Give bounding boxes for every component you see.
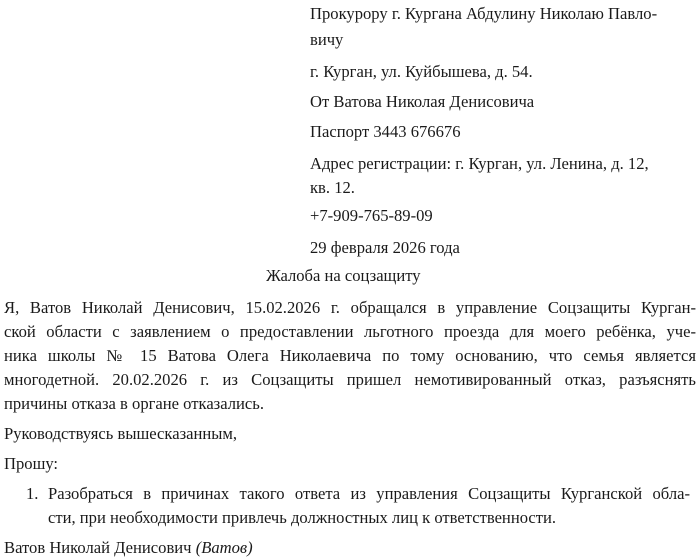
paragraph-line: многодетной. 20.02.2026 г. из Соцзащиты пришел немотивированный отказ, разъяснять [4,370,696,389]
list-item-number: 1. [26,484,39,503]
addressee-address: г. Курган, ул. Куйбышева, д. 54. [310,62,533,81]
paragraph-line: причины отказа в органе отказались. [4,394,264,413]
signature-sign: (Ватов) [195,538,253,557]
phone-number: +7-909-765-89-09 [310,206,433,225]
paragraph-line: ника школы № 15 Ватова Олега Николаевича по тому основанию, что семья является [4,346,696,365]
addressee-line-1: Прокурору г. Кургана Абдулину Николаю Павло- [310,4,658,23]
guided-statement: Руководствуясь вышесказанным, [4,424,238,443]
registration-line-2: кв. 12. [310,178,355,197]
document-title: Жалоба на соцзащиту [266,266,421,285]
document-date: 29 февраля 2026 года [310,238,460,257]
sender-name: От Ватова Николая Денисовича [310,92,535,111]
paragraph-line: ской области с заявлением о предоставлении льготного проезда для моего ребёнка, уче- [4,322,696,341]
addressee-line-2: вичу [310,30,344,49]
registration-line-1: Адрес регистрации: г. Курган, ул. Ленина, д. 12, [310,154,649,173]
request-heading: Прошу: [4,454,59,473]
paragraph-line: Я, Ватов Николай Денисович, 15.02.2026 г. обращался в управление Соцзащиты Курган- [4,298,696,317]
list-item-line: Разобраться в причинах такого ответа из управления Соцзащиты Курганской обла- [48,484,690,503]
list-item-line: сти, при необходимости привлечь должностных лиц к ответственности. [48,508,557,527]
signature-line [4,538,253,558]
signature-name: Ватов Николай Денисович [4,538,192,557]
passport-number: Паспорт 3443 676676 [310,122,461,141]
